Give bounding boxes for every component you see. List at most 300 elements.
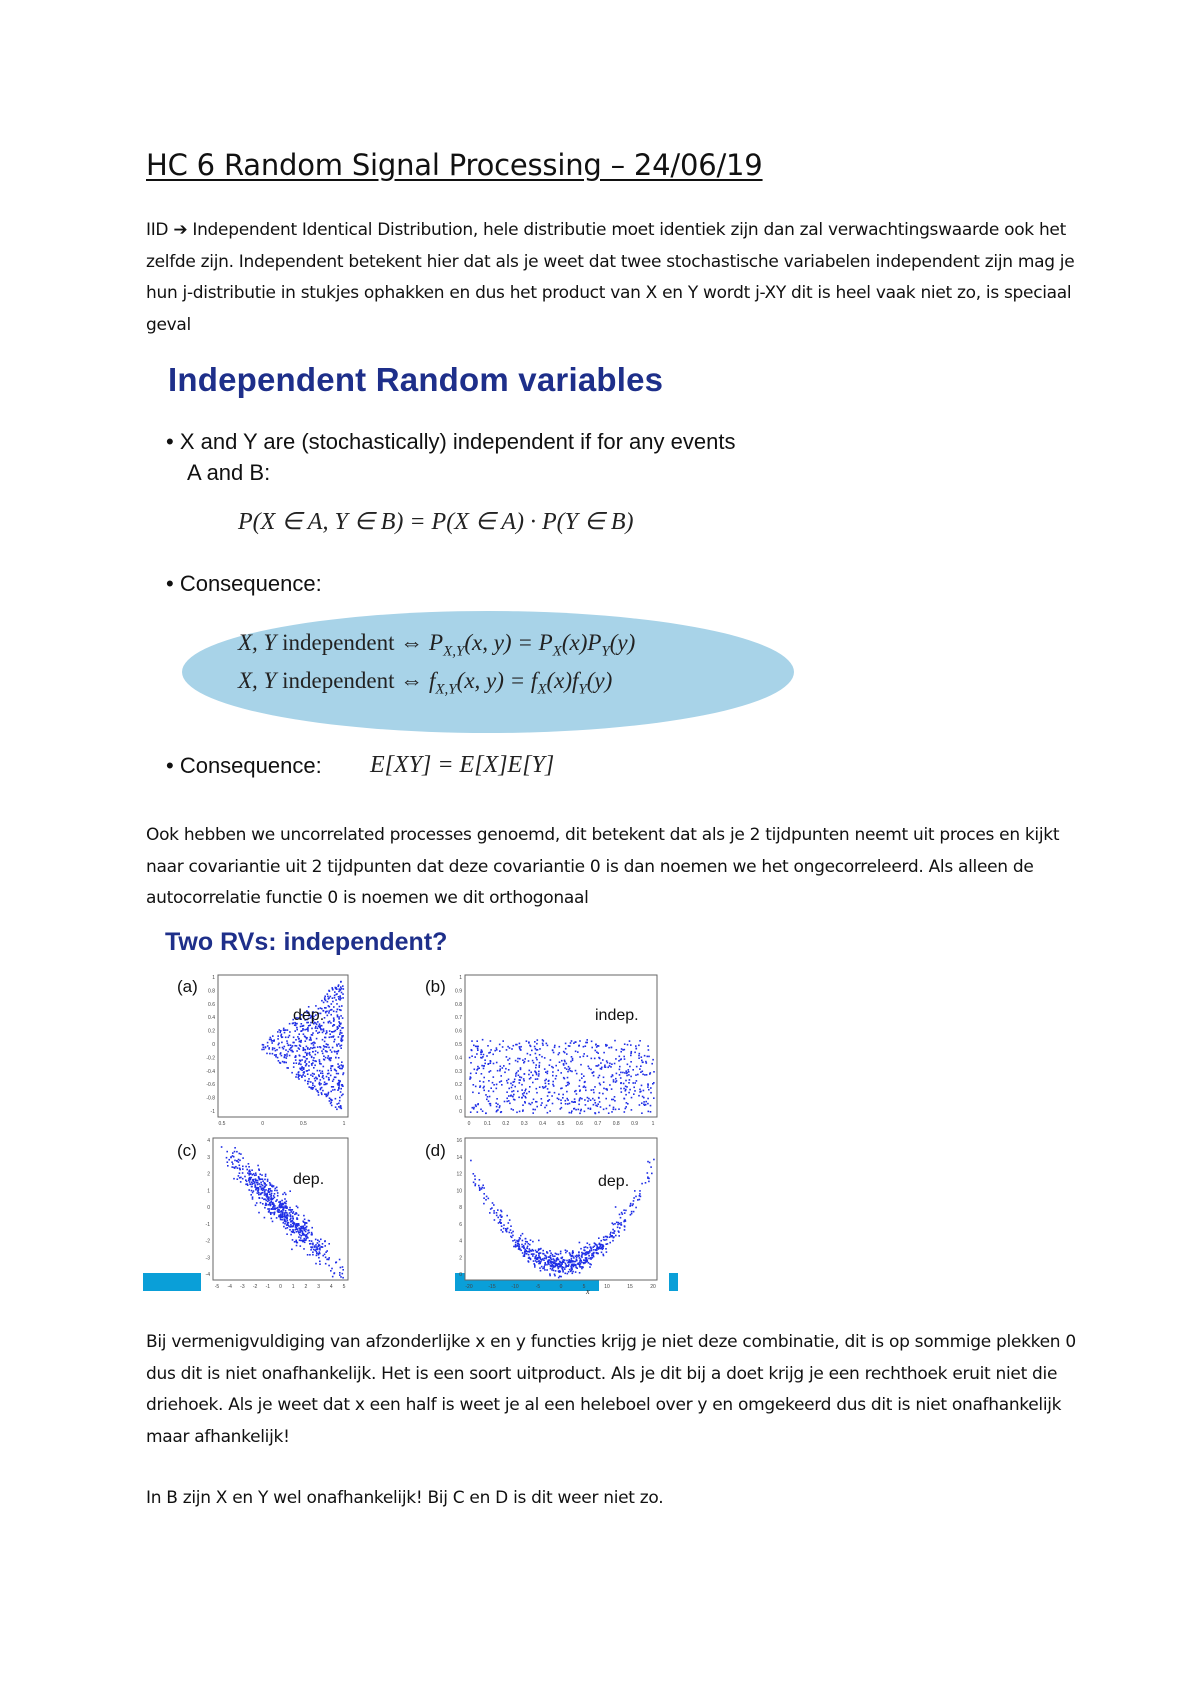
scatter-point — [634, 1190, 636, 1192]
scatter-point — [506, 1101, 508, 1103]
scatter-point — [494, 1219, 496, 1221]
scatter-point — [590, 1258, 592, 1260]
scatter-point — [653, 1071, 655, 1073]
x-tick-label: 3 — [317, 1284, 320, 1290]
scatter-point — [309, 1054, 311, 1056]
scatter-point — [614, 1040, 616, 1042]
scatter-point — [647, 1176, 649, 1178]
scatter-point — [605, 1098, 607, 1100]
scatter-point — [335, 1106, 337, 1108]
scatter-point — [489, 1103, 491, 1105]
scatter-point — [581, 1098, 583, 1100]
scatter-point — [649, 1162, 651, 1164]
scatter-point — [552, 1075, 554, 1077]
f3-lhs: X, Y — [238, 668, 277, 693]
scatter-point — [510, 1095, 512, 1097]
scatter-point — [569, 1112, 571, 1114]
panel-label: (b) — [425, 977, 446, 996]
scatter-point — [560, 1253, 562, 1255]
scatter-point — [573, 1101, 575, 1103]
scatter-point — [493, 1084, 495, 1086]
scatter-point — [518, 1097, 520, 1099]
y-tick-label: 14 — [456, 1154, 462, 1161]
scatter-point — [625, 1070, 627, 1072]
scatter-point — [337, 986, 339, 988]
scatter-point — [571, 1268, 573, 1270]
scatter-point — [620, 1072, 622, 1074]
scatter-point — [333, 1024, 335, 1026]
scatter-point — [339, 1274, 341, 1276]
scatter-point — [594, 1058, 596, 1060]
scatter-point — [591, 1255, 593, 1257]
scatter-point — [323, 1055, 325, 1057]
scatter-point — [493, 1063, 495, 1065]
scatter-point — [302, 1233, 304, 1235]
scatter-point — [306, 1054, 308, 1056]
scatter-point — [631, 1051, 633, 1053]
scatter-point — [607, 1067, 609, 1069]
scatter-point — [630, 1053, 632, 1055]
scatter-point — [233, 1178, 235, 1180]
scatter-point — [553, 1052, 555, 1054]
scatter-point — [599, 1246, 601, 1248]
scatter-point — [251, 1190, 253, 1192]
scatter-point — [287, 1222, 289, 1224]
scatter-point — [476, 1053, 478, 1055]
scatter-point — [300, 1026, 302, 1028]
scatter-point — [318, 1094, 320, 1096]
scatter-point — [252, 1183, 254, 1185]
scatter-point — [326, 1046, 328, 1048]
scatter-point — [332, 1047, 334, 1049]
scatter-point — [281, 1200, 283, 1202]
scatter-point — [625, 1089, 627, 1091]
y-tick-label: 2 — [207, 1171, 210, 1178]
scatter-point — [307, 1030, 309, 1032]
scatter-point — [571, 1101, 573, 1103]
scatter-point — [276, 1217, 278, 1219]
scatter-point — [517, 1058, 519, 1060]
scatter-point — [581, 1254, 583, 1256]
scatter-point — [521, 1084, 523, 1086]
scatter-point — [304, 1230, 306, 1232]
y-tick-label: 1 — [459, 975, 462, 981]
scatter-point — [339, 1026, 341, 1028]
scatter-point — [545, 1255, 547, 1257]
scatter-point — [322, 1071, 324, 1073]
scatter-point — [270, 1188, 272, 1190]
scatter-point — [622, 1072, 624, 1074]
scatter-point — [532, 1075, 534, 1077]
scatter-point — [650, 1087, 652, 1089]
y-tick-label: 0.2 — [208, 1028, 215, 1035]
scatter-point — [254, 1182, 256, 1184]
scatter-point — [277, 1211, 279, 1213]
scatter-point — [285, 1029, 287, 1031]
scatter-point — [319, 1070, 321, 1072]
scatter-point — [569, 1254, 571, 1256]
scatter-point — [298, 1236, 300, 1238]
scatter-point — [485, 1094, 487, 1096]
scatter-point — [318, 1257, 320, 1259]
scatter-point — [297, 1207, 299, 1209]
scatter-point — [519, 1043, 521, 1045]
scatter-point — [590, 1099, 592, 1101]
scatter-point — [287, 1051, 289, 1053]
scatter-point — [543, 1040, 545, 1042]
scatter-point — [642, 1061, 644, 1063]
scatter-point — [566, 1068, 568, 1070]
scatter-point — [326, 1032, 328, 1034]
scatter-point — [310, 1081, 312, 1083]
scatter-point — [319, 1251, 321, 1253]
scatter-point — [552, 1103, 554, 1105]
scatter-point — [539, 1054, 541, 1056]
scatter-point — [560, 1072, 562, 1074]
scatter-point — [538, 1071, 540, 1073]
scatter-point — [310, 1039, 312, 1041]
scatter-point — [593, 1075, 595, 1077]
scatter-point — [285, 1221, 287, 1223]
x-tick-label: 1 — [651, 1121, 655, 1127]
scatter-point — [341, 988, 343, 990]
scatter-point — [547, 1073, 549, 1075]
scatter-point — [261, 1049, 263, 1051]
scatter-point — [303, 1067, 305, 1069]
scatter-point — [295, 1240, 297, 1242]
scatter-point — [599, 1101, 601, 1103]
scatter-point — [249, 1181, 251, 1183]
scatter-point — [490, 1049, 492, 1051]
scatter-point — [471, 1049, 473, 1051]
scatter-point — [335, 987, 337, 989]
scatter-point — [342, 1039, 344, 1041]
f2-sub-y: Y — [601, 643, 610, 660]
scatter-point — [472, 1092, 474, 1094]
scatter-point — [292, 1225, 294, 1227]
scatter-point — [546, 1269, 548, 1271]
scatter-point — [543, 1087, 545, 1089]
scatter-point — [340, 1106, 342, 1108]
scatter-point — [647, 1084, 649, 1086]
scatter-point — [641, 1085, 643, 1087]
scatter-point — [226, 1151, 228, 1153]
scatter-point — [497, 1070, 499, 1072]
scatter-point — [301, 1240, 303, 1242]
scatter-point — [520, 1046, 522, 1048]
x-tick-label: 0.5 — [299, 1121, 307, 1127]
scatter-point — [567, 1273, 569, 1275]
scatter-point — [523, 1095, 525, 1097]
slide2-heading: Two RVs: independent? — [165, 928, 448, 956]
scatter-point — [479, 1179, 481, 1181]
scatter-point — [602, 1254, 604, 1256]
scatter-point — [471, 1055, 473, 1057]
scatter-point — [609, 1105, 611, 1107]
scatter-point — [542, 1250, 544, 1252]
formula-independence-definition: P(X ∈ A, Y ∈ B) = P(X ∈ A) · P(Y ∈ B) — [238, 509, 634, 535]
scatter-point — [258, 1189, 260, 1191]
scatter-point — [315, 1239, 317, 1241]
scatter-point — [531, 1250, 533, 1252]
scatter-point — [493, 1204, 495, 1206]
scatter-point — [603, 1236, 605, 1238]
scatter-point — [285, 1210, 287, 1212]
scatter-point — [242, 1166, 244, 1168]
scatter-point — [548, 1092, 550, 1094]
scatter-point — [330, 1059, 332, 1061]
scatter-point — [530, 1104, 532, 1106]
scatter-point — [554, 1274, 556, 1276]
scatter-point — [262, 1197, 264, 1199]
scatter-point — [252, 1174, 254, 1176]
scatter-point — [332, 1065, 334, 1067]
x-tick-label: 1 — [291, 1284, 295, 1290]
scatter-point — [251, 1186, 253, 1188]
scatter-point — [619, 1214, 621, 1216]
scatter-point — [269, 1053, 271, 1055]
scatter-point — [568, 1264, 570, 1266]
scatter-point — [526, 1040, 528, 1042]
y-tick-label: -3 — [205, 1255, 210, 1262]
scatter-point — [483, 1065, 485, 1067]
scatter-point — [581, 1262, 583, 1264]
scatter-point — [644, 1074, 646, 1076]
scatter-point — [334, 1039, 336, 1041]
scatter-point — [481, 1057, 483, 1059]
scatter-point — [308, 1086, 310, 1088]
scatter-point — [322, 1073, 324, 1075]
scatter-point — [264, 1207, 266, 1209]
scatter-point — [529, 1086, 531, 1088]
scatter-point — [305, 1060, 307, 1062]
scatter-point — [311, 1028, 313, 1030]
scatter-point — [600, 1106, 602, 1108]
scatter-point — [617, 1224, 619, 1226]
scatter-point — [547, 1045, 549, 1047]
panel-note: dep. — [598, 1173, 630, 1190]
scatter-point — [536, 1057, 538, 1059]
scatter-point — [292, 1229, 294, 1231]
scatter-point — [340, 1040, 342, 1042]
scatter-point — [475, 1183, 477, 1185]
scatter-point — [508, 1088, 510, 1090]
scatter-point — [639, 1053, 641, 1055]
scatter-point — [493, 1091, 495, 1093]
x-tick-label: 5 — [342, 1284, 346, 1290]
scatter-point — [623, 1056, 625, 1058]
scatter-point — [298, 1033, 300, 1035]
scatter-point — [543, 1266, 545, 1268]
scatter-point — [538, 1066, 540, 1068]
scatter-point — [480, 1051, 482, 1053]
scatter-point — [513, 1045, 515, 1047]
scatter-point — [619, 1223, 621, 1225]
scatter-point — [271, 1185, 273, 1187]
scatter-point — [315, 1077, 317, 1079]
scatter-point — [328, 1092, 330, 1094]
x-tick-label: 0.6 — [575, 1121, 583, 1127]
scatter-point — [303, 1228, 305, 1230]
scatter-point — [307, 1029, 309, 1031]
scatter-point — [588, 1262, 590, 1264]
scatter-point — [626, 1075, 628, 1077]
scatter-point — [605, 1066, 607, 1068]
scatter-point — [620, 1051, 622, 1053]
scatter-point — [307, 1048, 309, 1050]
scatter-point — [270, 1039, 272, 1041]
scatter-point — [333, 1273, 335, 1275]
scatter-point — [483, 1054, 485, 1056]
scatter-point — [246, 1169, 248, 1171]
scatter-point — [286, 1201, 288, 1203]
scatter-point — [572, 1060, 574, 1062]
scatter-point — [531, 1253, 533, 1255]
scatter-point — [342, 1065, 344, 1067]
scatter-point — [614, 1096, 616, 1098]
scatter-point — [579, 1261, 581, 1263]
scatter-point — [567, 1103, 569, 1105]
scatter-point — [601, 1068, 603, 1070]
scatter-point — [554, 1262, 556, 1264]
scatter-point — [250, 1173, 252, 1175]
scatter-point — [308, 1069, 310, 1071]
scatter-point — [296, 1228, 298, 1230]
scatter-point — [586, 1039, 588, 1041]
scatter-point — [599, 1092, 601, 1094]
document-title: HC 6 Random Signal Processing – 24/06/19 — [146, 148, 763, 182]
scatter-point — [277, 1038, 279, 1040]
scatter-point — [579, 1085, 581, 1087]
scatter-point — [267, 1190, 269, 1192]
scatter-point — [326, 1259, 328, 1261]
scatter-point — [583, 1259, 585, 1261]
scatter-point — [643, 1104, 645, 1106]
scatter-point — [338, 1043, 340, 1045]
scatter-point — [319, 1032, 321, 1034]
scatter-point — [634, 1082, 636, 1084]
scatter-point — [502, 1040, 504, 1042]
scatter-point — [648, 1181, 650, 1183]
scatter-point — [509, 1063, 511, 1065]
scatter-point — [334, 991, 336, 993]
y-tick-label: -4 — [205, 1272, 210, 1278]
scatter-point — [632, 1082, 634, 1084]
f2-lhs: X, Y — [238, 630, 277, 655]
scatter-point — [536, 1101, 538, 1103]
scatter-point — [614, 1223, 616, 1225]
scatter-point — [588, 1066, 590, 1068]
scatter-point — [282, 1061, 284, 1063]
scatter-point — [597, 1065, 599, 1067]
scatter-point — [589, 1244, 591, 1246]
scatter-point — [595, 1044, 597, 1046]
scatter-point — [311, 1232, 313, 1234]
scatter-point — [538, 1260, 540, 1262]
scatter-point — [535, 1260, 537, 1262]
scatter-point — [316, 1246, 318, 1248]
scatter-point — [593, 1089, 595, 1091]
scatter-point — [546, 1105, 548, 1107]
scatter-point — [270, 1212, 272, 1214]
scatter-point — [529, 1045, 531, 1047]
scatter-point — [522, 1233, 524, 1235]
scatter-point — [263, 1049, 265, 1051]
scatter-point — [483, 1197, 485, 1199]
panel-note: dep. — [293, 1171, 325, 1188]
scatter-point — [482, 1110, 484, 1112]
scatter-point — [286, 1218, 288, 1220]
scatter-point — [319, 1061, 321, 1063]
scatter-point — [287, 1227, 289, 1229]
scatter-point — [516, 1245, 518, 1247]
scatter-point — [632, 1069, 634, 1071]
scatter-point — [619, 1227, 621, 1229]
scatter-point — [613, 1079, 615, 1081]
scatter-point — [270, 1213, 272, 1215]
scatter-point — [291, 1231, 293, 1233]
scatter-point — [279, 1206, 281, 1208]
scatter-point — [506, 1215, 508, 1217]
scatter-point — [550, 1059, 552, 1061]
scatter-point — [490, 1062, 492, 1064]
scatter-point — [528, 1103, 530, 1105]
scatter-point — [598, 1077, 600, 1079]
scatter-point — [528, 1091, 530, 1093]
scatter-point — [553, 1259, 555, 1261]
scatter-point — [547, 1071, 549, 1073]
scatter-point — [601, 1252, 603, 1254]
scatter-point — [299, 1062, 301, 1064]
scatter-point — [289, 1190, 291, 1192]
scatter-point — [571, 1056, 573, 1058]
scatter-point — [322, 1243, 324, 1245]
scatter-point — [269, 1184, 271, 1186]
scatter-point — [636, 1066, 638, 1068]
scatter-point — [573, 1108, 575, 1110]
scatter-point — [549, 1275, 551, 1277]
scatter-point — [285, 1228, 287, 1230]
scatter-point — [335, 999, 337, 1001]
y-tick-label: 1 — [207, 1188, 210, 1195]
scatter-point — [525, 1238, 527, 1240]
scatter-point — [262, 1187, 264, 1189]
scatter-point — [523, 1255, 525, 1257]
x-tick-label: 0.3 — [520, 1121, 528, 1127]
scatter-point — [538, 1075, 540, 1077]
scatter-point — [486, 1055, 488, 1057]
scatter-point — [313, 1073, 315, 1075]
scatter-point — [631, 1109, 633, 1111]
scatter-point — [624, 1212, 626, 1214]
panel-note: dep. — [293, 1007, 325, 1024]
scatter-point — [552, 1049, 554, 1051]
scatter-point — [637, 1199, 639, 1201]
scatter-point — [544, 1068, 546, 1070]
scatter-point — [493, 1212, 495, 1214]
scatter-point — [323, 1084, 325, 1086]
scatter-point — [271, 1193, 273, 1195]
scatter-point — [578, 1045, 580, 1047]
scatter-point — [607, 1062, 609, 1064]
scatter-point — [279, 1029, 281, 1031]
scatter-point — [566, 1063, 568, 1065]
scatter-point — [562, 1271, 564, 1273]
scatter-point — [299, 1234, 301, 1236]
scatter-point — [619, 1074, 621, 1076]
scatter-point — [324, 1245, 326, 1247]
scatter-point — [323, 1048, 325, 1050]
